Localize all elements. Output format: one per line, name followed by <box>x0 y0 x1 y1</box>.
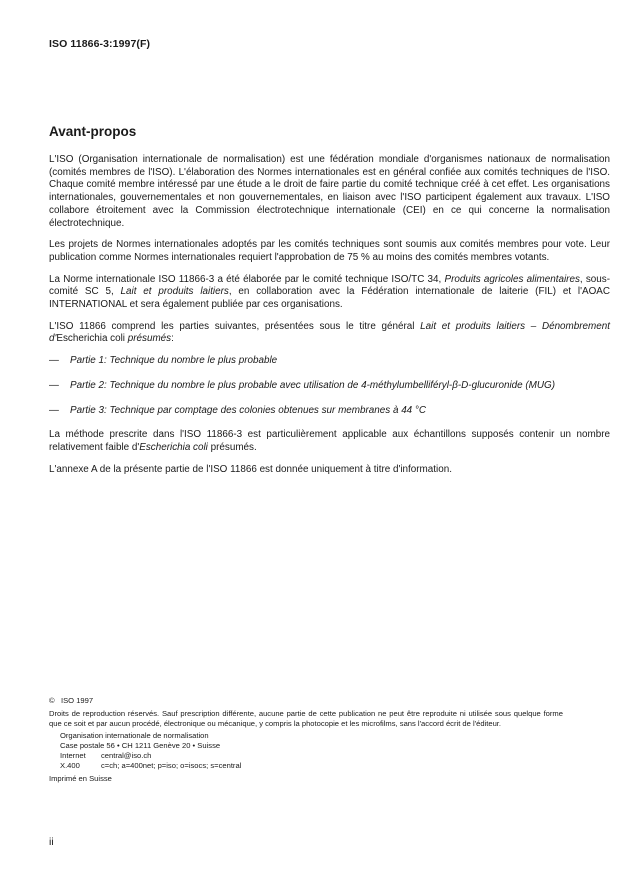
committee-text-e: , en collaboration avec la Fédération internationale de laiterie (FIL) et l'AOAC INTERNATIONAL et sera également publiée par ces organisations. <box>49 286 610 311</box>
list-item <box>49 355 610 368</box>
part-2-title: Partie 2: Technique du nombre le plus probable avec utilisation de 4-méthylumbelliféryl-β-D-glucuronide (MUG) <box>70 379 555 391</box>
list-item <box>49 380 610 393</box>
paragraph-committee <box>49 274 610 312</box>
foreword-body <box>49 154 610 485</box>
dash-bullet: — <box>49 404 59 416</box>
copyright-icon: © <box>49 696 55 705</box>
publisher-org: Organisation internationale de normalisation <box>60 730 209 740</box>
method-text-a: La méthode prescrite dans l'ISO 11866-3 est particulièrement applicable aux échantillons supposés contenir un nombre relativement faible d' <box>49 429 610 453</box>
paragraph-parts-intro <box>49 321 610 346</box>
internet-label: Internet <box>60 751 86 761</box>
list-item <box>49 405 610 418</box>
x400-row <box>60 761 569 771</box>
internet-value: central@iso.ch <box>101 751 152 761</box>
part-3-title: Partie 3: Technique par comptage des colonies obtenues sur membranes à 44 °C <box>70 404 427 416</box>
internet-row <box>60 751 569 761</box>
publisher-address <box>60 731 569 772</box>
document-id: ISO 11866-3:1997(F) <box>49 38 151 50</box>
publisher-postal: Case postale 56 • CH 1211 Genève 20 • Suisse <box>60 740 221 750</box>
paragraph-voting: Les projets de Normes internationales adoptés par les comités techniques sont soumis aux comités membres pour vote. Leur publication comme Normes internationales requiert l'approbation de 75 % au moins des comités membres votants. <box>49 239 610 263</box>
copyright-block <box>49 696 569 785</box>
dash-bullet: — <box>49 355 59 367</box>
dash-bullet: — <box>49 379 59 391</box>
committee-text-c: , sous-comité SC 5, <box>49 273 610 298</box>
parts-organism: Escherichia coli <box>56 333 125 345</box>
paragraph-annex: L'annexe A de la présente partie de l'ISO 11866 est donnée uniquement à titre d'information. <box>49 463 452 475</box>
section-title: Avant-propos <box>49 124 137 139</box>
paragraph-method <box>49 429 610 454</box>
committee-text-a: La Norme internationale ISO 11866-3 a été élaborée par le comité technique ISO/TC 34, <box>49 273 445 285</box>
copyright-year: ISO 1997 <box>61 696 94 705</box>
parts-presumed: présumés <box>125 333 172 345</box>
parts-general-title: Lait et produits laitiers – Dénombrement d' <box>49 320 611 345</box>
page-number: ii <box>49 836 54 848</box>
copyright-line <box>49 696 569 706</box>
part-1-title: Partie 1: Technique du nombre le plus probable <box>70 355 278 367</box>
paragraph-iso-intro: L'ISO (Organisation internationale de normalisation) est une fédération mondiale d'organismes nationaux de normalisation (comités membres de l'ISO). L'élaboration des Normes internationales est en général confiée aux comités techniques de l'ISO. Chaque comité membre intéressé par une étude a le droit de faire partie du comité technique créé à cet effet. Les organisations internationales, gouvernementales et non gouvernementales, en liaison avec l'ISO participent également aux travaux. L'ISO collabore étroitement avec la Commission électrotechnique internationale (CEI) en ce qui concerne la normalisation électrotechnique. <box>49 154 610 229</box>
committee-sc-title: Lait et produits laitiers <box>120 286 229 298</box>
x400-label: X.400 <box>60 761 80 771</box>
committee-tc-title: Produits agricoles alimentaires <box>444 273 580 285</box>
method-organism: Escherichia coli <box>139 441 208 453</box>
method-text-c: présumés. <box>207 441 257 453</box>
x400-value: c=ch; a=400net; p=iso; o=isocs; s=central <box>101 761 242 771</box>
printed-in: Imprimé en Suisse <box>49 774 112 784</box>
parts-text-a: L'ISO 11866 comprend les parties suivantes, présentées sous le titre général <box>49 320 421 332</box>
copyright-rights: Droits de reproduction réservés. Sauf prescription différente, aucune partie de cette publication ne peut être reproduite ni utilisée sous quelque forme que ce soit et par aucun procédé, électronique ou mécanique, y compris la photocopie et les microfilms, sans l'accord écrit de l'éditeur. <box>49 709 563 729</box>
parts-colon: : <box>171 333 174 345</box>
